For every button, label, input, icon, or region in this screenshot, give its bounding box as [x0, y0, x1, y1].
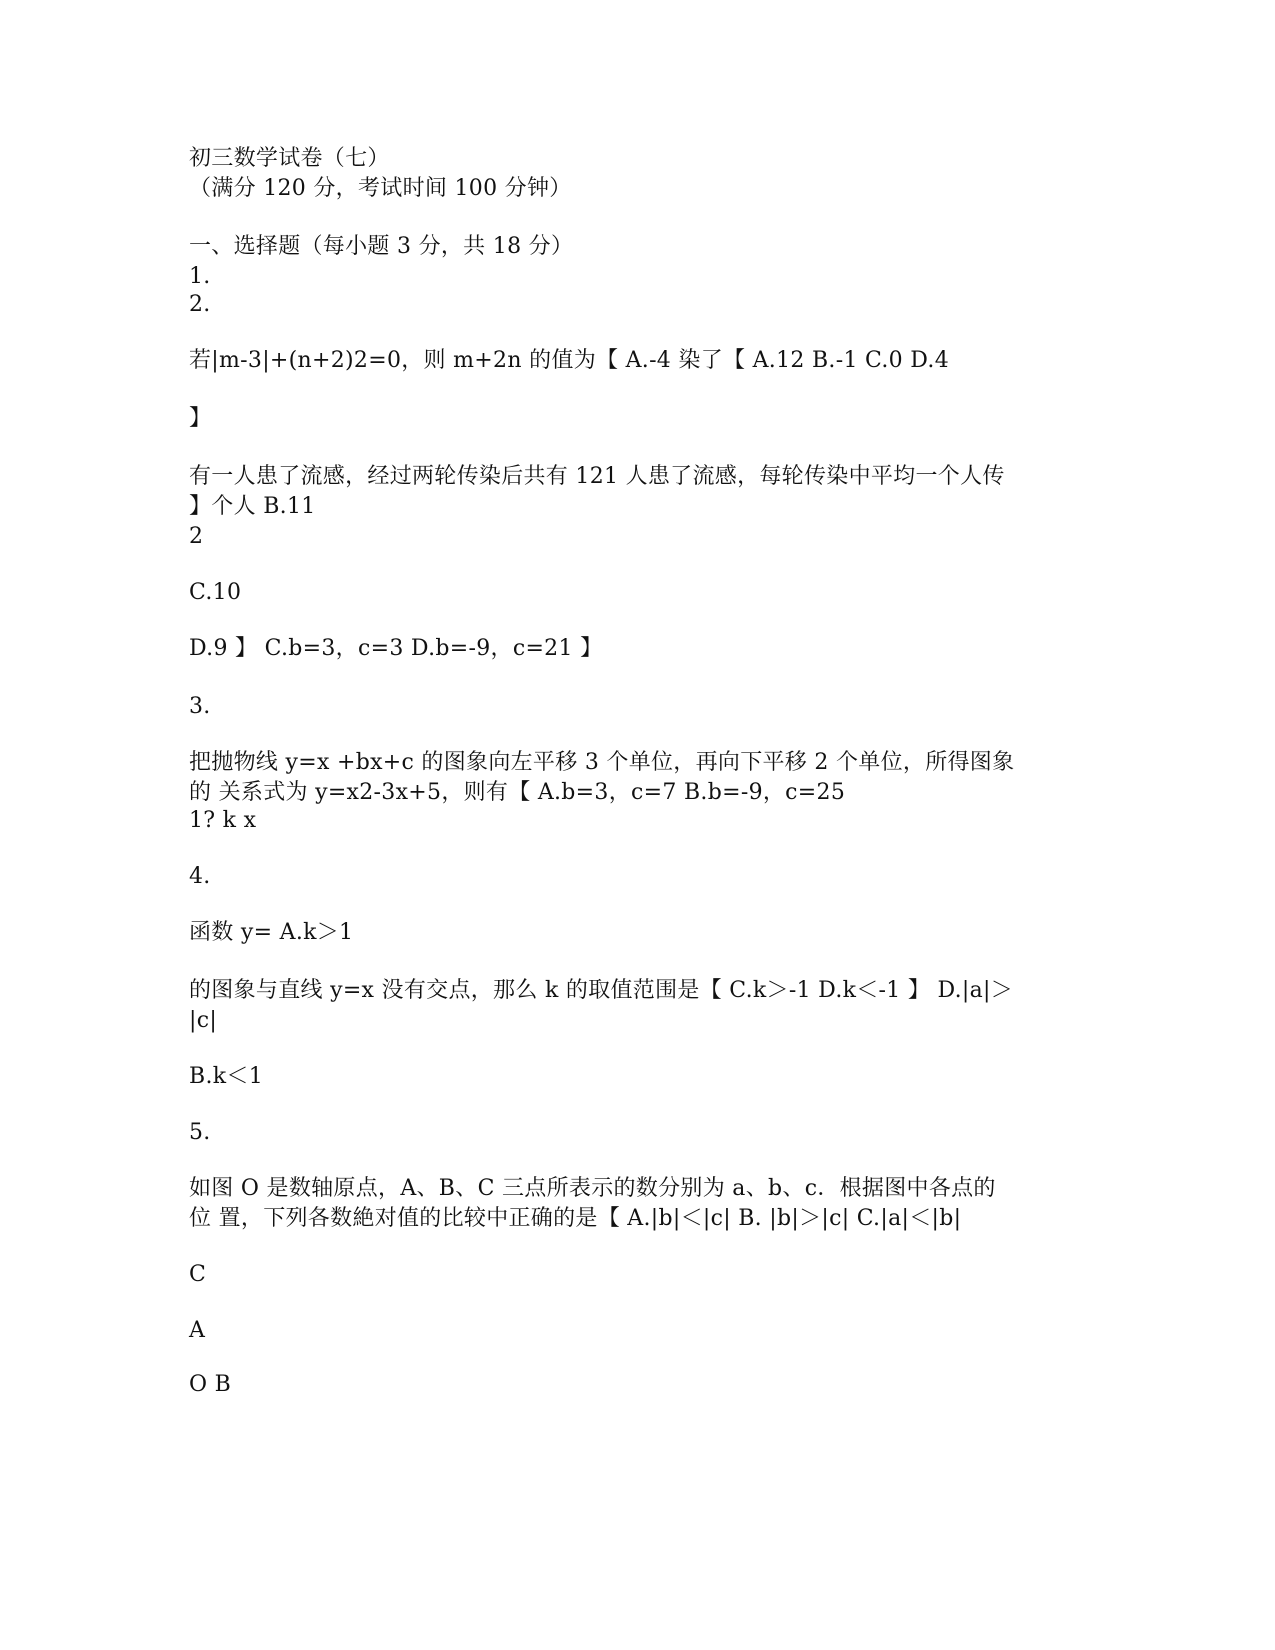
question-number: 4.	[189, 864, 211, 889]
question-number: 3.	[189, 694, 211, 719]
exam-subtitle: （满分 120 分，考试时间 100 分钟）	[189, 176, 572, 201]
question-number: 5.	[189, 1120, 211, 1145]
question-text: 1? k x	[189, 808, 257, 833]
question-number: 1.	[189, 264, 211, 289]
number-line-label: A	[189, 1318, 206, 1343]
answer-option: D.9 】 C.b=3，c=3 D.b=-9，c=21 】	[189, 636, 603, 661]
exam-title: 初三数学试卷（七）	[189, 146, 390, 171]
question-text: 2	[189, 524, 204, 549]
question-text: 的图象与直线 y=x 没有交点，那么 k 的取值范围是【 C.k＞-1 D.k＜-1 】 D.|a|＞	[189, 978, 1014, 1003]
question-text: 有一人患了流感，经过两轮传染后共有 121 人患了流感，每轮传染中平均一个人传	[189, 464, 1005, 489]
number-line-label: C	[189, 1262, 207, 1287]
answer-option: B.k＜1	[189, 1064, 263, 1089]
number-line-label: O B	[189, 1372, 232, 1397]
question-number: 2.	[189, 292, 211, 317]
question-text: 如图 O 是数轴原点，A、B、C 三点所表示的数分别为 a、b、c．根据图中各点的	[189, 1176, 996, 1201]
question-text: 若|m-3|+(n+2)2=0，则 m+2n 的值为【 A.-4 染了【 A.12 B.-1 C.0 D.4	[189, 348, 950, 373]
answer-option: C.10	[189, 580, 242, 605]
question-text: 位 置，下列各数絶对值的比较中正确的是【 A.|b|＜|c| B. |b|＞|c| C.|a|＜|b|	[189, 1206, 962, 1231]
question-text: 的 关系式为 y=x2-3x+5，则有【 A.b=3，c=7 B.b=-9，c=25	[189, 780, 846, 805]
question-text: 函数 y= A.k＞1	[189, 920, 354, 945]
section-heading: 一、选择题（每小题 3 分，共 18 分）	[189, 234, 574, 259]
question-text: 把抛物线 y=x +bx+c 的图象向左平移 3 个单位，再向下平移 2 个单位，所得图象	[189, 750, 1015, 775]
answer-option: |c|	[189, 1008, 218, 1033]
question-text: 】个人 B.11	[189, 494, 316, 519]
question-text: 】	[189, 406, 212, 431]
